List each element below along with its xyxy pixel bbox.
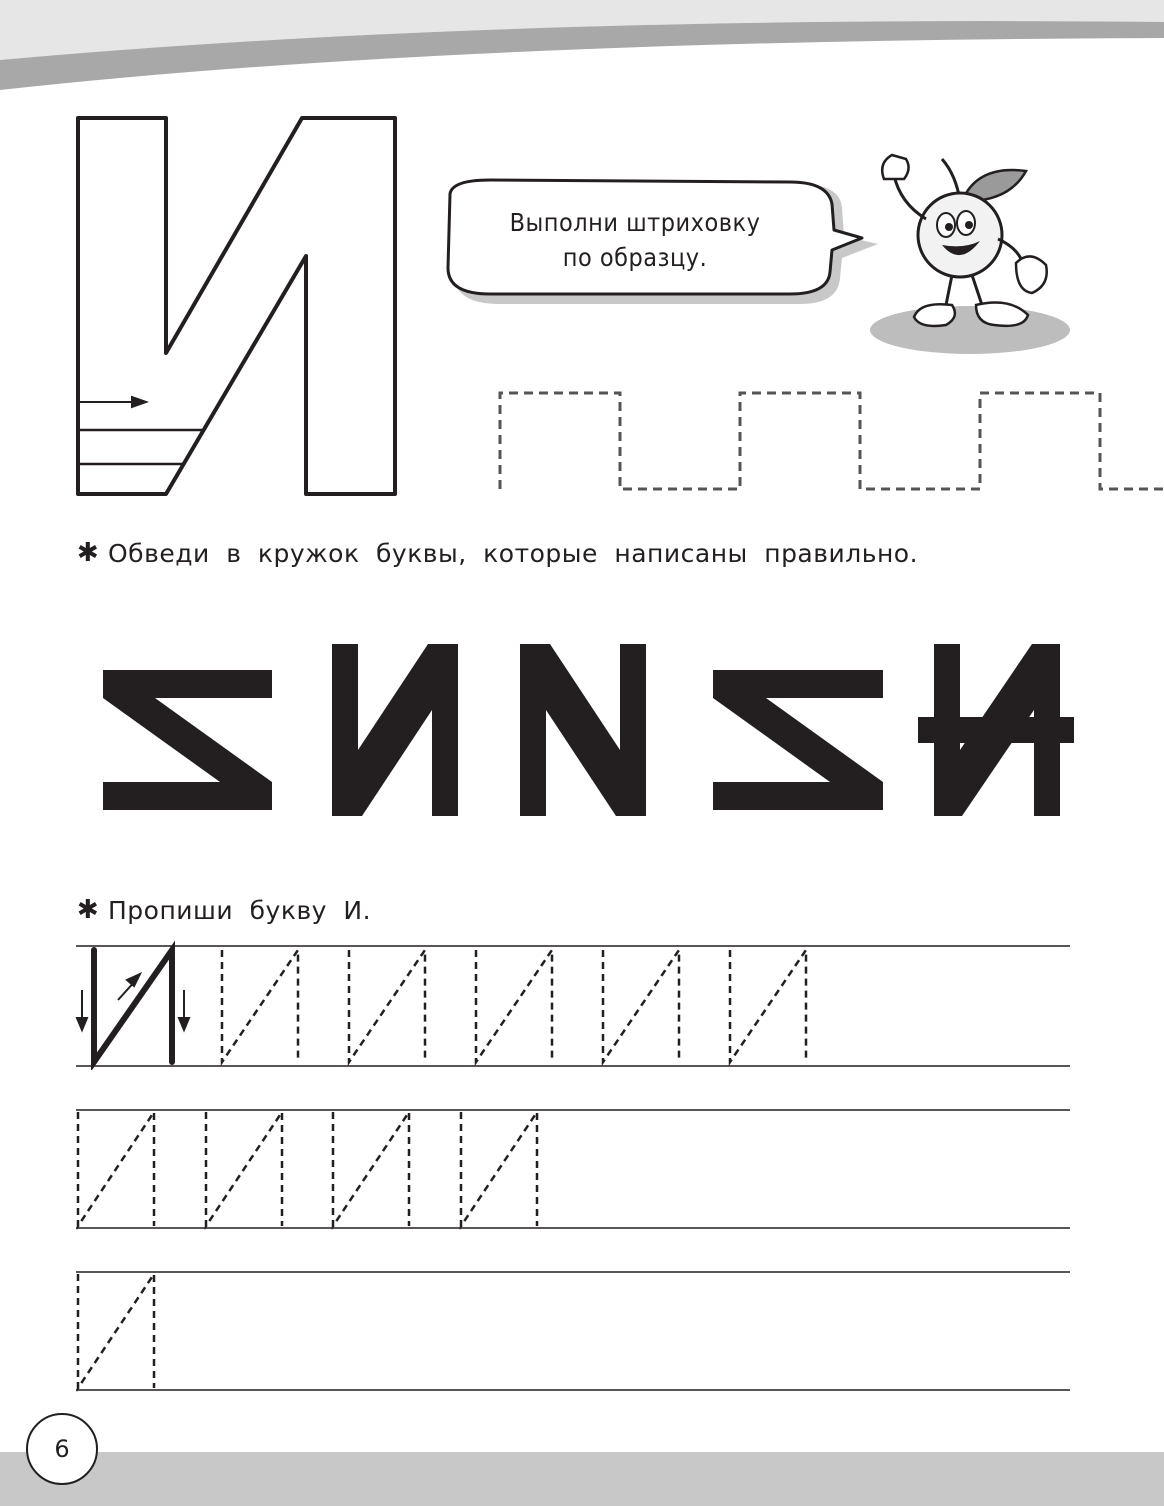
traced-letters — [78, 1112, 537, 1226]
speech-text — [470, 205, 800, 275]
letter-variant-crossed[interactable] — [918, 644, 1074, 816]
footer-band — [0, 1452, 1164, 1506]
letter-variant-rotated-2[interactable] — [713, 670, 883, 810]
speech-line-2: по образцу. — [562, 243, 708, 272]
header-band — [0, 0, 1164, 100]
writing-row-1[interactable] — [0, 940, 1164, 1070]
task-write-letter — [76, 895, 371, 925]
big-letter-outline — [70, 110, 405, 502]
letter-variant-correct[interactable] — [332, 644, 458, 816]
asterisk-icon: ✱ — [76, 895, 100, 925]
writing-row-3[interactable] — [0, 1266, 1164, 1396]
traced-letters — [78, 1274, 154, 1388]
task-write-letter-text: Пропиши букву И. — [108, 895, 372, 925]
page-number: 6 — [26, 1413, 98, 1485]
sample-letter — [94, 950, 172, 1062]
writing-row-2[interactable] — [0, 1104, 1164, 1234]
task-circle-letters — [76, 538, 918, 568]
letter-variants — [0, 630, 1164, 830]
letter-variant-rotated-1[interactable] — [103, 670, 272, 810]
apple-mascot-icon — [860, 145, 1080, 365]
speech-line-1: Выполни штриховку — [509, 208, 761, 237]
traced-letters — [222, 950, 806, 1062]
dashed-meander-pattern — [490, 385, 1164, 495]
asterisk-icon: ✱ — [76, 538, 100, 568]
letter-variant-mirrored[interactable] — [520, 644, 646, 816]
task-circle-letters-text: Обведи в кружок буквы, которые написаны правильно. — [108, 538, 919, 568]
